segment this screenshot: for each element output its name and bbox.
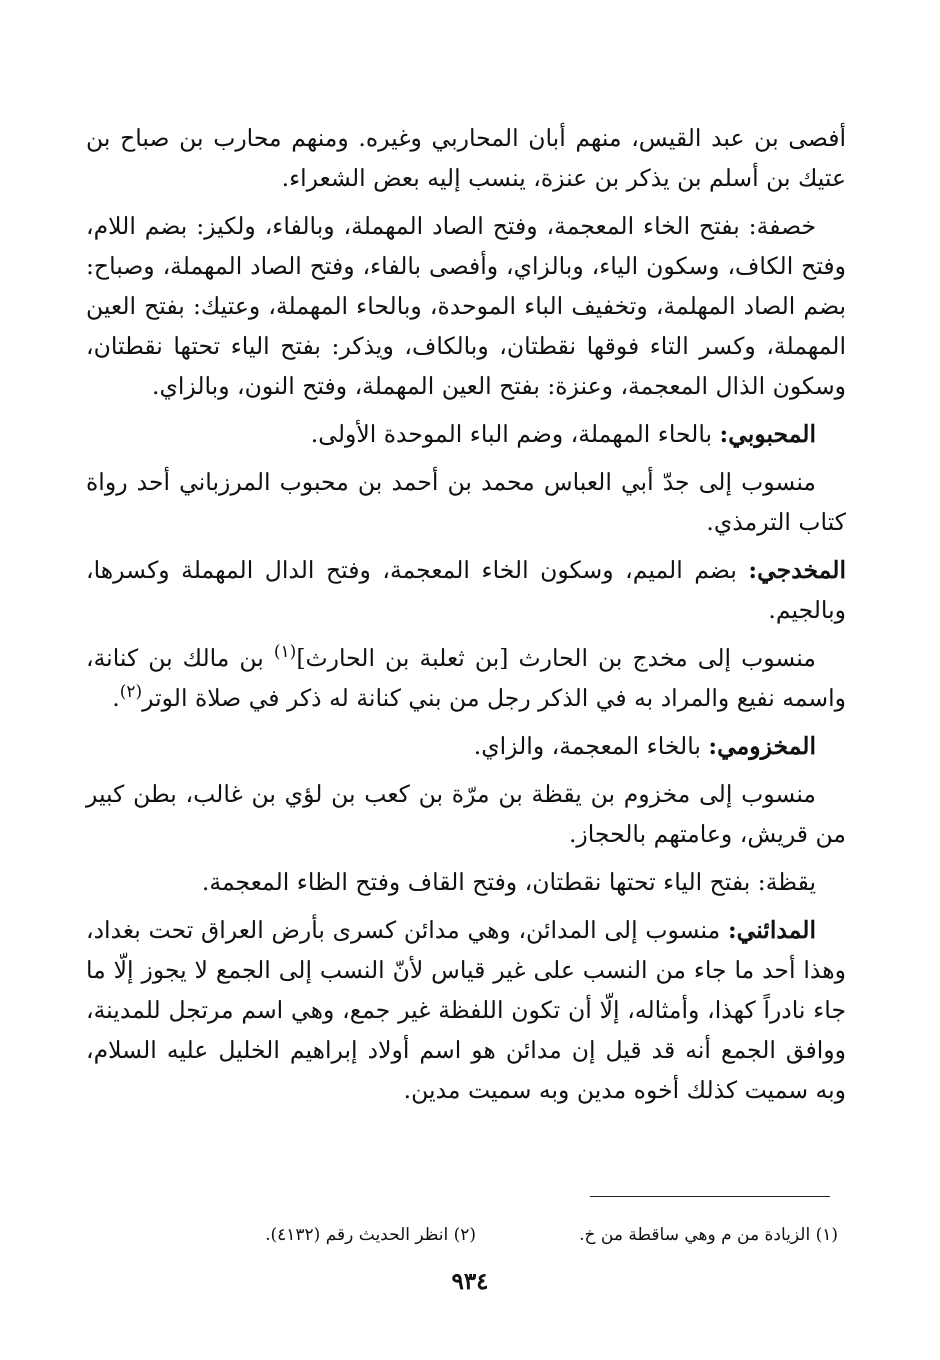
entry-makhzumi xyxy=(86,726,846,766)
footnote-1: (١) الزيادة من م وهي ساقطة من خ. xyxy=(579,1225,838,1245)
paragraph-6-text-2: بن مالك بن كنانة، واسمه نفيع والمراد به في الذكر رجل من بني كنانة له ذكر في صلاة الوتر xyxy=(86,644,846,712)
paragraph-1 xyxy=(86,118,846,198)
entry-mukhdaji xyxy=(86,550,846,630)
paragraph-9-text: يقظة: بفتح الياء تحتها نقطتان، وفتح القاف وفتح الظاء المعجمة. xyxy=(201,868,816,896)
entry-text-makhzumi: بالخاء المعجمة، والزاي. xyxy=(473,732,709,760)
paragraph-2 xyxy=(86,206,846,406)
entry-term-madaini: المدائني: xyxy=(727,916,816,944)
paragraph-8-text: منسوب إلى مخزوم بن يقظة بن مرّة بن كعب بن لؤي بن غالب، بطن كبير من قريش، وعامتهم بالحجاز. xyxy=(86,780,846,848)
paragraph-9 xyxy=(86,862,846,902)
page-number: ٩٣٤ xyxy=(451,1268,489,1295)
entry-mahbubi xyxy=(86,414,846,454)
entry-madaini xyxy=(86,910,846,1110)
paragraph-8 xyxy=(86,774,846,854)
entry-text-madaini: منسوب إلى المدائن، وهي مدائن كسرى بأرض العراق تحت بغداد، وهذا أحد ما جاء من النسب على غير قياس لأنّ النسب إلى الجمع لا يجوز إلّا ما جاء نادراً كهذا، وأمثاله، إلّا أن تكون اللفظة غير جمع، وهي اسم مرتجل للمدينة، ووافق الجمع أنه قد قيل إن مدائن هو اسم أولاد إبراهيم الخليل عليه السلام، وبه سميت كذلك أخوه مدين وبه سميت مدين. xyxy=(86,916,846,1104)
entry-text-mahbubi: بالحاء المهملة، وضم الباء الموحدة الأولى. xyxy=(310,420,720,448)
footnote-2: (٢) انظر الحديث رقم (٤١٣٢). xyxy=(265,1225,476,1245)
entry-term-makhzumi: المخزومي: xyxy=(708,732,816,760)
paragraph-6 xyxy=(86,638,846,718)
entry-text-mukhdaji: بضم الميم، وسكون الخاء المعجمة، وفتح الدال المهملة وكسرها، وبالجيم. xyxy=(86,556,846,624)
paragraph-6-text: منسوب إلى مخدج بن الحارث [بن ثعلبة بن الحارث] xyxy=(296,644,816,672)
footnote-ref-1[interactable]: (١) xyxy=(273,642,297,663)
footnote-divider xyxy=(590,1196,830,1197)
page-body xyxy=(86,118,846,1118)
paragraph-4 xyxy=(86,462,846,542)
footnote-ref-2[interactable]: (٢) xyxy=(119,682,143,703)
entry-term-mukhdaji: المخدجي: xyxy=(748,556,846,584)
paragraph-1-text: أفصى بن عبد القيس، منهم أبان المحاربي وغيره. ومنهم محارب بن صباح بن عتيك بن أسلم بن يذكر بن عنزة، ينسب إليه بعض الشعراء. xyxy=(86,124,846,192)
paragraph-4-text: منسوب إلى جدّ أبي العباس محمد بن أحمد بن محبوب المرزباني أحد رواة كتاب الترمذي. xyxy=(86,468,846,536)
entry-term-mahbubi: المحبوبي: xyxy=(719,420,816,448)
paragraph-2-text: خصفة: بفتح الخاء المعجمة، وفتح الصاد المهملة، وبالفاء، ولكيز: بضم اللام، وفتح الكاف، وسكون الياء، وبالزاي، وأفصى بالفاء، وفتح الصاد المهملة، وصباح: بضم الصاد المهلمة، وتخفيف الباء الموحدة، وبالحاء المهملة، وعتيك: بفتح العين المهملة، وكسر التاء فوقها نقطتان، وبالكاف، ويذكر: بفتح الياء تحتها نقطتان، وسكون الذال المعجمة، وعنزة: بفتح العين المهملة، وفتح النون، وبالزاي. xyxy=(86,212,846,400)
paragraph-6-text-3: . xyxy=(112,684,120,712)
